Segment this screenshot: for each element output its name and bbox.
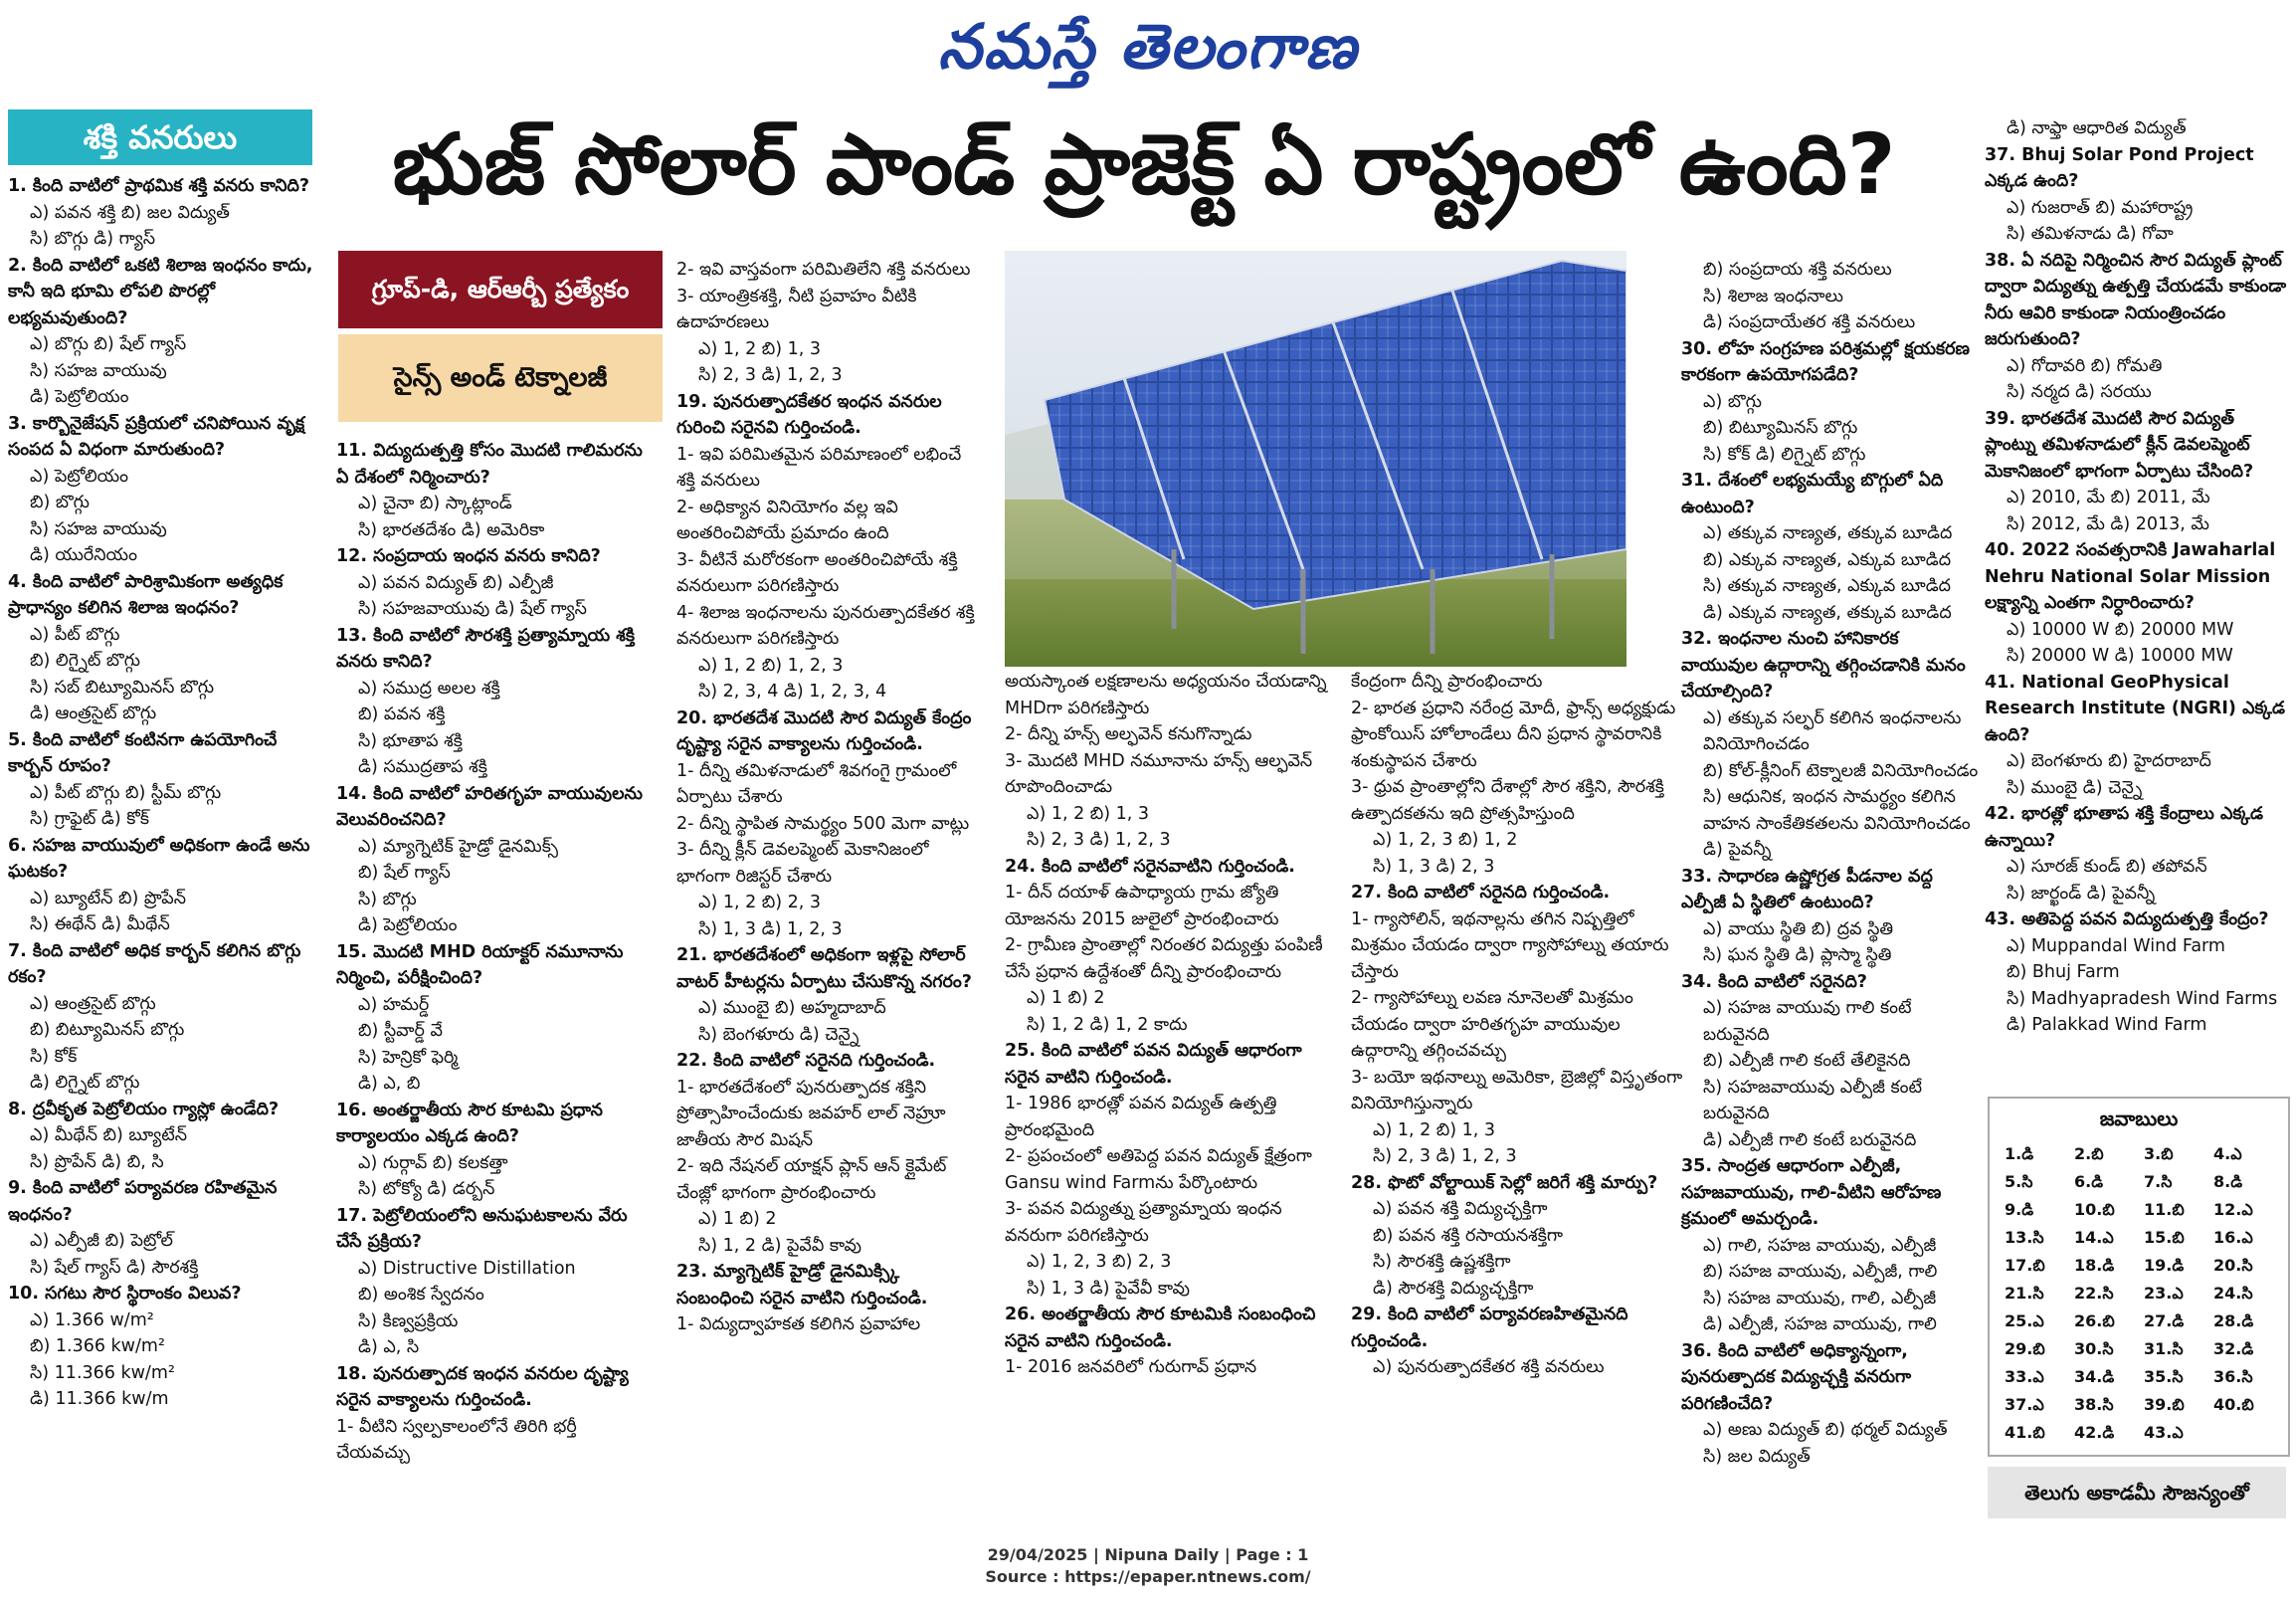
answer-option: ఎ) పవన శక్తి విద్యుచ్ఛక్తిగా bbox=[1373, 1199, 1548, 1219]
answer-option: ఎ) సముద్ర అలల శక్తి bbox=[358, 678, 500, 699]
answer-option: సి) కోక్ bbox=[30, 1046, 78, 1067]
statement-text: 3- వీటినే మరోరకంగా అంతరించిపోయే శక్తి వనరులుగా పరిగణిస్తారు bbox=[676, 549, 958, 596]
answer-option: డి) ఆంత్రసైట్ బొగ్గు bbox=[30, 703, 157, 723]
answer-cell: 41.బి bbox=[2005, 1422, 2045, 1442]
statement-text: 3- మొదటి MHD నమూనాను హన్స్ ఆల్ఫవెన్ రూపొందించాడు bbox=[1005, 750, 1313, 797]
answer-option: డి) పెట్రోలియం bbox=[30, 387, 129, 407]
question-text: 16. అంతర్జాతీయ సౌర కూటమి ప్రధాన కార్యాలయం ఎక్కడ ఉంది? bbox=[336, 1100, 603, 1146]
answer-option: సి) జార్ఖండ్ డి) పైవన్నీ bbox=[2007, 883, 2156, 904]
answer-option: సి) ఆధునిక, ఇంధన సామర్థ్యం కలిగిన వాహన సాంకేతికతలను వినియోగించడం bbox=[1703, 787, 1971, 834]
statement-text: 1- 1986 భారత్లో పవన విద్యుత్ ఉత్పత్తి ప్రారంభమైంది bbox=[1005, 1094, 1277, 1140]
answer-option: సి) బొగ్గు డి) గ్యాస్ bbox=[30, 229, 156, 249]
answer-cell: 7.సి bbox=[2144, 1171, 2173, 1191]
answer-cell: 1.డి bbox=[2005, 1143, 2034, 1163]
question-text: 12. సంప్రదాయ ఇంధన వనరు కానిది? bbox=[336, 546, 601, 566]
answer-key-title: జవాబులు bbox=[2099, 1106, 2179, 1130]
question-text: 30. లోహ సంగ్రహణ పరిశ్రమల్లో క్షయకరణ కారకంగా ఉపయోగపడేది? bbox=[1681, 338, 1970, 385]
answer-key-box bbox=[1988, 1097, 2290, 1457]
masthead-title: నమస్తే తెలంగాణ bbox=[937, 10, 1359, 83]
statement-text: 3- పవన విద్యుత్ను ప్రత్యామ్నాయ ఇంధన వనరుగా పరిగణిస్తారు bbox=[1005, 1199, 1282, 1246]
answer-cell: 28.డి bbox=[2213, 1310, 2254, 1330]
answer-option: సి) సహజవాయువు డి) షేల్ గ్యాస్ bbox=[358, 599, 587, 619]
answer-option: సి) 2, 3 డి) 1, 2, 3 bbox=[1027, 830, 1171, 850]
answer-option: డి) సముద్రతాప శక్తి bbox=[358, 757, 487, 777]
answer-option: ఎ) 1, 2 బి) 1, 3 bbox=[698, 338, 822, 359]
answer-option: ఎ) 1.366 w/m² bbox=[30, 1309, 154, 1330]
answer-option: ఎ) 2010, మే బి) 2011, మే bbox=[2007, 488, 2210, 507]
question-text: 2. కింది వాటిలో ఒకటి శిలాజ ఇంధనం కాదు, కానీ ఇది భూమి లోపలి పొరల్లో లభ్యమవుతుంది? bbox=[8, 255, 313, 328]
answer-option: బి) 1.366 kw/m² bbox=[30, 1336, 165, 1356]
answer-option: సి) బెంగళూరు డి) చెన్నై bbox=[698, 1024, 860, 1045]
subject-tag: సైన్స్ అండ్ టెక్నాలజీ bbox=[338, 328, 663, 422]
answer-cell: 34.డి bbox=[2074, 1366, 2115, 1386]
question-column-4 bbox=[1005, 669, 1331, 1381]
answer-option: డి) సౌరశక్తి విద్యుచ్ఛక్తిగా bbox=[1373, 1278, 1534, 1299]
answer-option: సి) తక్కువ నాణ్యత, ఎక్కువ బూడిద bbox=[1703, 576, 1952, 596]
question-text: 43. అతిపెద్ద పవన విద్యుదుత్పత్తి కేంద్రం? bbox=[1985, 909, 2269, 929]
answer-cell: 20.సి bbox=[2213, 1255, 2253, 1275]
answer-option: సి) 2, 3 డి) 1, 2, 3 bbox=[1373, 1146, 1517, 1166]
question-text: 21. భారతదేశంలో అధికంగా ఇళ్లపై సోలార్ వాటర్ హీటర్లను ఏర్పాటు చేసుకొన్న నగరం? bbox=[676, 945, 972, 992]
answer-cell: 8.డి bbox=[2213, 1171, 2243, 1191]
question-text: 39. భారతదేశ మొదటి సౌర విద్యుత్ ప్లాంట్ను తమిళనాడులో క్లీన్ డెవలప్మెంట్ మెకానిజంలో భాగంగా ఏర్పాటు చేసింది? bbox=[1985, 408, 2254, 482]
answer-cell: 13.సి bbox=[2005, 1227, 2044, 1247]
question-text: 42. భారత్లో భూతాప శక్తి కేంద్రాలు ఎక్కడ ఉన్నాయి? bbox=[1985, 804, 2263, 851]
answer-option: బి) ఎల్పీజీ గాలి కంటే తేలికైనది bbox=[1703, 1051, 1911, 1071]
answer-option: ఎ) గోదావరి బి) గోమతి bbox=[2007, 355, 2163, 376]
question-column-3 bbox=[676, 257, 980, 1338]
answer-cell: 3.బి bbox=[2144, 1143, 2174, 1163]
question-text: 15. మొదటి MHD రియాక్టర్ నమూనాను నిర్మించి, పరీక్షించింది? bbox=[336, 941, 624, 988]
answer-option: ఎ) గుర్గావ్ బి) కలకత్తా bbox=[358, 1152, 508, 1173]
answer-option: బి) Bhuj Farm bbox=[2007, 962, 2120, 982]
statement-text: 1- 2016 జనవరిలో గురుగావ్ ప్రధాన bbox=[1005, 1357, 1257, 1377]
statement-text: 2- గ్రామీణ ప్రాంతాల్లో నిరంతర విద్యుత్తు పంపిణీ చేసే ప్రధాన ఉద్దేశంతో దీన్ని ప్రారంభించారు bbox=[1005, 935, 1323, 982]
answer-option: సి) సౌరశక్తి ఉష్ణశక్తిగా bbox=[1373, 1252, 1511, 1272]
answer-option: బి) పవన శక్తి bbox=[358, 704, 446, 724]
answer-cell: 24.సి bbox=[2213, 1283, 2253, 1303]
answer-option: ఎ) సహజ వాయువు గాలి కంటే బరువైనది bbox=[1703, 998, 1912, 1045]
answer-option: సి) ప్రొపేన్ డి) బి, సి bbox=[30, 1151, 164, 1172]
answer-cell: 22.సి bbox=[2074, 1283, 2114, 1303]
answer-cell: 21.సి bbox=[2005, 1283, 2044, 1303]
answer-option: సి) 1, 2 డి) పైవేవీ కావు bbox=[698, 1235, 861, 1256]
statement-text: కేంద్రంగా దీన్ని ప్రారంభించారు bbox=[1351, 672, 1543, 692]
answer-cell: 9.డి bbox=[2005, 1199, 2034, 1219]
section-tag: శక్తి వనరులు bbox=[8, 109, 312, 165]
question-text: 5. కింది వాటిలో కంటినగా ఉపయోగించే కార్బన్ రూపం? bbox=[8, 729, 278, 776]
question-text: 7. కింది వాటిలో అధిక కార్బన్ కలిగిన బొగ్గు రకం? bbox=[8, 940, 301, 987]
answer-option: బి) ఎక్కువ నాణ్యత, ఎక్కువ బూడిద bbox=[1703, 549, 1952, 570]
statement-text: 2- ఇవి వాస్తవంగా పరిమితిలేని శక్తి వనరులు bbox=[676, 260, 971, 280]
answer-option: సి) జల విద్యుత్ bbox=[1703, 1446, 1811, 1467]
answer-cell: 38.సి bbox=[2074, 1394, 2114, 1414]
question-text: 20. భారతదేశ మొదటి సౌర విద్యుత్ కేంద్రం దృష్ట్యా సరైన వాక్యాలను గుర్తించండి. bbox=[676, 707, 972, 754]
solar-panels-photo bbox=[1005, 251, 1626, 667]
answer-option: ఎ) పునరుత్పాదకేతర శక్తి వనరులు bbox=[1373, 1357, 1605, 1377]
answer-cell: 29.బి bbox=[2005, 1338, 2045, 1358]
answer-option: బి) బొగ్గు bbox=[30, 493, 90, 512]
answer-cell: 10.బి bbox=[2074, 1199, 2115, 1219]
answer-option: ఎ) చైనా బి) స్కాట్లాండ్ bbox=[358, 494, 512, 513]
answer-option: సి) కోక్ డి) లిగ్నైట్ బొగ్గు bbox=[1703, 444, 1866, 465]
answer-option: బి) బిట్యూమినస్ బొగ్గు bbox=[1703, 418, 1858, 438]
answer-cell: 39.బి bbox=[2144, 1394, 2185, 1414]
answer-option: ఎ) మ్యాగ్నెటిక్ హైడ్రో డైనమిక్స్ bbox=[358, 836, 558, 857]
answer-option: సి) 11.366 kw/m² bbox=[30, 1362, 175, 1383]
answer-option: బి) సంప్రదాయ శక్తి వనరులు bbox=[1703, 260, 1892, 280]
answer-cell: 5.సి bbox=[2005, 1171, 2033, 1191]
answer-cell: 37.ఎ bbox=[2005, 1394, 2044, 1414]
answer-option: బి) స్టీవార్డ్ వే bbox=[358, 1021, 443, 1041]
statement-text: 2- అధిక్యాన వినియోగం వల్ల ఇవి అంతరించిపోయే ప్రమాదం ఉంది bbox=[676, 497, 898, 543]
answer-option: ఎ) Muppandal Wind Farm bbox=[2007, 935, 2225, 956]
answer-cell: 43.ఎ bbox=[2144, 1422, 2184, 1442]
answer-option: సి) తమిళనాడు డి) గోవా bbox=[2007, 224, 2174, 244]
answer-cell: 19.డి bbox=[2144, 1255, 2185, 1275]
question-text: 32. ఇంధనాల నుంచి హానికారక వాయువుల ఉద్గారాన్ని తగ్గించడానికి మనం చేయాల్సింది? bbox=[1681, 629, 1966, 702]
answer-option: సి) టోక్యో డి) డర్బన్ bbox=[358, 1179, 495, 1199]
statement-text: 3- దీన్ని క్లీన్ డెవలప్మెంట్ మెకానిజంలో భాగంగా రిజిస్టర్ చేశారు bbox=[676, 840, 929, 887]
answer-option: సి) 2, 3, 4 డి) 1, 2, 3, 4 bbox=[698, 682, 887, 702]
answer-option: డి) Palakkad Wind Farm bbox=[2007, 1015, 2207, 1035]
answer-option: ఎ) 1, 2 బి) 1, 2, 3 bbox=[698, 655, 844, 676]
question-text: 36. కింది వాటిలో అధిక్యాన్నంగా, పునరుత్పాదక విద్యుచ్ఛక్తి వనరుగా పరిగణించేది? bbox=[1681, 1340, 1912, 1414]
answer-option: ఎ) బొగ్గు bbox=[1703, 391, 1762, 412]
question-text: 40. 2022 సంవత్సరానికి Jawaharlal Nehru National Solar Mission లక్ష్యాన్ని ఎంతగా నిర్ధారించారు? bbox=[1985, 540, 2276, 613]
answer-option: సి) సహజ వాయువు bbox=[30, 360, 167, 381]
question-text: 33. సాధారణ ఉష్ణోగ్రత పీడనాల వద్ద ఎల్పీజీ ఏ స్థితిలో ఉంటుంది? bbox=[1681, 866, 1933, 912]
answer-option: సి) నర్మద డి) సరయు bbox=[2007, 382, 2152, 402]
question-text: 6. సహజ వాయువులో అధికంగా ఉండే అను ఘటకం? bbox=[8, 835, 310, 882]
question-text: 29. కింది వాటిలో పర్యావరణహితమైనది గుర్తించండి. bbox=[1351, 1305, 1628, 1351]
answer-option: సి) భారతదేశం డి) అమెరికా bbox=[358, 519, 545, 540]
answer-option: సి) సహజ వాయువు bbox=[30, 518, 167, 539]
answer-option: ఎ) 1, 2, 3 బి) 1, 2 bbox=[1373, 830, 1518, 850]
answer-cell: 11.బి bbox=[2144, 1199, 2185, 1219]
question-column-6 bbox=[1681, 257, 1980, 1470]
answer-cell: 27.డి bbox=[2144, 1310, 2185, 1330]
masthead-logo bbox=[0, 0, 2296, 90]
answer-option: ఎ) ఆంత్రసైట్ బొగ్గు bbox=[30, 993, 156, 1014]
question-text: 31. దేశంలో లభ్యమయ్యే బొగ్గులో ఏది ఉంటుంది? bbox=[1681, 471, 1944, 517]
answer-option: డి) 11.366 kw/m bbox=[30, 1389, 169, 1409]
question-text: 22. కింది వాటిలో సరైనది గుర్తించండి. bbox=[676, 1051, 936, 1071]
statement-text: 1- భారతదేశంలో పునరుత్పాదక శక్తిని ప్రోత్సాహించేందుకు జవహర్ లాల్ నెహ్రూ జాతీయ సౌర మిషన్ bbox=[676, 1077, 946, 1150]
answer-cell: 30.సి bbox=[2074, 1338, 2114, 1358]
answer-option: డి) ఎల్పీజీ, సహజ వాయువు, గాలి bbox=[1703, 1314, 1937, 1334]
question-text: 8. ద్రవీకృత పెట్రోలియం గ్యాస్లో ఉండేది? bbox=[8, 1099, 280, 1119]
statement-text: 2- ప్రపంచంలో అతిపెద్ద పవన విద్యుత్ క్షేత్రంగా Gansu wind Farmను పేర్కొంటారు bbox=[1005, 1146, 1312, 1193]
footer-source-line: Source : https://epaper.ntnews.com/ bbox=[985, 1567, 1311, 1586]
statement-text: 1- గ్యాసోలిన్, ఇథనాల్లను తగిన నిష్పత్తిలో మిశ్రమం చేయడం ద్వారా గ్యాసోహాల్ను తయారు చేస్తారు bbox=[1351, 908, 1669, 982]
question-text: 34. కింది వాటిలో సరైనది? bbox=[1681, 971, 1867, 992]
answer-option: ఎ) వాయు స్థితి బి) ద్రవ స్థితి bbox=[1703, 918, 1894, 939]
answer-cell: 36.సి bbox=[2213, 1366, 2253, 1386]
answer-option: బి) బిట్యూమినస్ బొగ్గు bbox=[30, 1020, 185, 1040]
question-text: 1. కింది వాటిలో ప్రాథమిక శక్తి వనరు కానిది? bbox=[8, 176, 309, 196]
statement-text: 2- ఇది నేషనల్ యాక్షన్ ప్లాన్ ఆన్ క్లైమేట్ చేంజ్లో భాగంగా ప్రారంభించారు bbox=[676, 1156, 947, 1203]
answer-option: సి) Madhyapradesh Wind Farms bbox=[2007, 988, 2278, 1009]
answer-option: ఎ) పవన విద్యుత్ బి) ఎల్పీజీ bbox=[358, 572, 554, 593]
question-text: 23. మ్యాగ్నెటిక్ హైడ్రో డైనమిక్స్కి సంబంధించి సరైన వాటిని గుర్తించండి. bbox=[676, 1262, 928, 1308]
courtesy-note: తెలుగు అకాడమీ సౌజన్యంతో bbox=[1988, 1467, 2286, 1518]
answer-option: డి) ఎ, సి bbox=[358, 1337, 420, 1357]
headline: భుజ్ సోలార్ పాండ్ ప్రాజెక్ట్ ఏ రాష్ట్రంలో ఉంది? bbox=[392, 115, 1896, 213]
answer-cell: 4.ఎ bbox=[2213, 1143, 2242, 1163]
answer-option: డి) యురేనియం bbox=[30, 545, 137, 565]
question-text: 26. అంతర్జాతీయ సౌర కూటమికి సంబంధించి సరైన వాటిని గుర్తించండి. bbox=[1005, 1305, 1316, 1351]
answer-cell: 23.ఎ bbox=[2144, 1283, 2184, 1303]
answer-option: సి) భూతాప శక్తి bbox=[358, 730, 463, 751]
answer-option: డి) ఎల్పీజీ గాలి కంటే బరువైనది bbox=[1703, 1129, 1917, 1150]
answer-option: సి) సబ్ బిట్యూమినస్ బొగ్గు bbox=[30, 677, 215, 698]
answer-cell: 25.ఎ bbox=[2005, 1310, 2044, 1330]
answer-key-table bbox=[2004, 1141, 2282, 1448]
question-column-2 bbox=[336, 438, 655, 1467]
answer-option: సి) 1, 2 డి) 1, 2 కాదు bbox=[1027, 1014, 1188, 1035]
answer-cell: 35.సి bbox=[2144, 1366, 2184, 1386]
answer-option: బి) అంశిక స్వేదనం bbox=[358, 1285, 484, 1305]
exam-tag: గ్రూప్-డి, ఆర్ఆర్బీ ప్రత్యేకం bbox=[338, 251, 663, 328]
answer-option: డి) ఎ, బి bbox=[358, 1074, 421, 1094]
question-text: 41. National GeoPhysical Research Institute (NGRI) ఎక్కడ ఉంది? bbox=[1985, 672, 2285, 745]
answer-option: ఎ) తక్కువ నాణ్యత, తక్కువ బూడిద bbox=[1703, 523, 1953, 543]
answer-option: డి) నాఫ్తా ఆధారిత విద్యుత్ bbox=[2007, 118, 2187, 138]
footer-date-line: 29/04/2025 | Nipuna Daily | Page : 1 bbox=[987, 1545, 1309, 1564]
answer-option: సి) శిలాజ ఇంధనాలు bbox=[1703, 286, 1843, 306]
answer-option: బి) సహజ వాయువు, ఎల్పీజీ, గాలి bbox=[1703, 1262, 1938, 1282]
answer-option: సి) 20000 W డి) 10000 MW bbox=[2007, 646, 2233, 666]
category-tag-box bbox=[338, 251, 663, 428]
answer-option: బి) కోల్-క్లీనింగ్ టెక్నాలజీ వినియోగించడం bbox=[1703, 760, 1979, 781]
answer-cell: 18.డి bbox=[2074, 1255, 2115, 1275]
answer-cell: 6.డి bbox=[2074, 1171, 2104, 1191]
answer-option: సి) కిణ్వప్రక్రియ bbox=[358, 1310, 459, 1331]
answer-option: ఎ) బొగ్గు బి) షేల్ గ్యాస్ bbox=[30, 334, 187, 354]
statement-text: 2- గ్యాసోహాల్ను లవణ నూనెలతో మిశ్రమం చేయడం ద్వారా హరితగృహ వాయువుల ఉద్గారాన్ని తగ్గించవచ్చు bbox=[1351, 988, 1633, 1061]
answer-option: డి) పెట్రోలియం bbox=[358, 915, 458, 935]
answer-option: బి) షేల్ గ్యాస్ bbox=[358, 863, 451, 883]
answer-cell: 42.డి bbox=[2074, 1422, 2115, 1442]
answer-option: ఎ) పీట్ బొగ్గు bbox=[30, 624, 120, 645]
answer-option: ఎ) బ్యూటేన్ బి) ప్రొపేన్ bbox=[30, 888, 187, 908]
answer-option: బి) లిగ్నైట్ బొగ్గు bbox=[30, 651, 140, 671]
answer-option: ఎ) మీథేన్ బి) బ్యూటేన్ bbox=[30, 1125, 188, 1145]
question-column-7 bbox=[1985, 115, 2291, 1039]
statement-text: అయస్కాంత లక్షణాలను అధ్యయనం చేయడాన్ని MHDగా పరిగణిస్తారు bbox=[1005, 672, 1327, 718]
answer-cell: 33.ఎ bbox=[2005, 1366, 2044, 1386]
answer-option: సి) సహజవాయువు ఎల్పీజీ కంటే బరువైనది bbox=[1703, 1077, 1923, 1123]
answer-option: ఎ) అణు విద్యుత్ బి) థర్మల్ విద్యుత్ bbox=[1703, 1420, 1948, 1440]
statement-text: 1- దీన్ దయాళ్ ఉపాధ్యాయ గ్రామ జ్యోతి యోజనను 2015 జులైలో ప్రారంభించారు bbox=[1005, 883, 1279, 929]
question-text: 35. సాంద్రత ఆధారంగా ఎల్పీజీ, సహజవాయువు, గాలి-వీటిని ఆరోహణ క్రమంలో అమర్చండి. bbox=[1681, 1156, 1942, 1229]
answer-option: ఎ) 1, 2, 3 బి) 2, 3 bbox=[1027, 1252, 1172, 1272]
answer-option: డి) ఎక్కువ నాణ్యత, తక్కువ బూడిద bbox=[1703, 602, 1952, 623]
answer-option: సి) బొగ్గు bbox=[358, 889, 417, 909]
answer-option: ఎ) హమర్డ్ bbox=[358, 994, 430, 1015]
question-text: 3. కార్బొనైజేషన్ ప్రక్రియలో చనిపోయిన వృక్ష సంపద ఏ విధంగా మారుతుంది? bbox=[8, 413, 305, 460]
statement-text: 3- యాంత్రికశక్తి, నీటి ప్రవాహం వీటికి ఉదాహరణలు bbox=[676, 286, 917, 332]
answer-option: ఎ) 1, 2 బి) 1, 3 bbox=[1373, 1119, 1496, 1140]
answer-option: సి) హెన్రికో ఫెర్మి bbox=[358, 1047, 459, 1068]
answer-option: ఎ) సూరజ్ కుండ్ బి) తపోవన్ bbox=[2007, 857, 2207, 877]
page-footer bbox=[0, 1544, 2296, 1588]
answer-option: సి) 2012, మే డి) 2013, మే bbox=[2007, 513, 2209, 534]
answer-option: ఎ) 1 బి) 2 bbox=[698, 1209, 777, 1229]
statement-text: 1- దీన్ని తమిళనాడులో శివగంగై గ్రామంలో ఏర్పాటు చేశారు bbox=[676, 760, 957, 807]
question-text: 37. Bhuj Solar Pond Project ఎక్కడ ఉంది? bbox=[1985, 144, 2254, 191]
answer-option: సి) ఈథేన్ డి) మీథేన్ bbox=[30, 914, 170, 934]
answer-option: సి) 1, 3 డి) 2, 3 bbox=[1373, 856, 1495, 877]
answer-cell: 16.ఎ bbox=[2213, 1227, 2253, 1247]
answer-cell: 2.బి bbox=[2074, 1143, 2104, 1163]
answer-option: ఎ) పీట్ బొగ్గు బి) స్టీమ్ బొగ్గు bbox=[30, 782, 222, 803]
answer-cell: 12.ఎ bbox=[2213, 1199, 2253, 1219]
question-text: 10. సగటు సౌర స్థిరాంకం విలువ? bbox=[8, 1284, 242, 1304]
statement-text: 3- ధ్రువ ప్రాంతాల్లోని దేశాల్లో సౌర శక్తిని, సౌరశక్తి ఉత్పాదకతను ఇది ప్రోత్సహిస్తుంది bbox=[1351, 777, 1664, 824]
answer-option: ఎ) గాలి, సహజ వాయువు, ఎల్పీజీ bbox=[1703, 1235, 1937, 1256]
question-text: 4. కింది వాటిలో పారిశ్రామికంగా అత్యధిక ప్రాధాన్యం కలిగిన శిలాజ ఇంధనం? bbox=[8, 571, 284, 618]
question-text: 9. కింది వాటిలో పర్యావరణ రహితమైన ఇంధనం? bbox=[8, 1178, 278, 1225]
answer-option: ఎ) ఎల్పీజీ బి) పెట్రోల్ bbox=[30, 1231, 173, 1251]
answer-option: డి) సంప్రదాయేతర శక్తి వనరులు bbox=[1703, 312, 1916, 332]
answer-option: ఎ) ముంబై బి) అహ్మదాబాద్ bbox=[698, 998, 886, 1018]
question-text: 27. కింది వాటిలో సరైనది గుర్తించండి. bbox=[1351, 883, 1611, 903]
answer-option: సి) సహజ వాయువు, గాలి, ఎల్పీజీ bbox=[1703, 1288, 1937, 1308]
answer-option: ఎ) పెట్రోలియం bbox=[30, 466, 129, 487]
question-text: 13. కింది వాటిలో సౌరశక్తి ప్రత్యామ్నాయ శక్తి వనరు కానిది? bbox=[336, 625, 636, 672]
answer-cell: 31.సి bbox=[2144, 1338, 2184, 1358]
answer-option: సి) గ్రాఫైట్ డి) కోక్ bbox=[30, 809, 149, 829]
answer-option: సి) ఘన స్థితి డి) ప్లాస్మా స్థితి bbox=[1703, 945, 1892, 965]
answer-option: ఎ) గుజరాత్ బి) మహారాష్ట్ర bbox=[2007, 197, 2194, 218]
question-text: 19. పునరుత్పాదకేతర ఇంధన వనరుల గురించి సరైనవి గుర్తించండి. bbox=[676, 391, 942, 438]
statement-text: 4- శిలాజ ఇంధనాలను పునరుత్పాదకేతర శక్తి వనరులుగా పరిగణిస్తారు bbox=[676, 602, 975, 649]
answer-option: ఎ) 1, 2 బి) 2, 3 bbox=[698, 893, 822, 912]
question-column-1 bbox=[8, 173, 314, 1413]
question-text: 18. పునరుత్పాదక ఇంధన వనరుల దృష్ట్యా సరైన వాక్యాలను గుర్తించండి. bbox=[336, 1363, 629, 1410]
statement-text: 2- దీన్ని హన్స్ అల్ఫవెన్ కనుగొన్నాడు bbox=[1005, 724, 1252, 744]
statement-text: 1- వీటిని స్వల్పకాలంలోనే తిరిగి భర్తీ చేయవచ్చు bbox=[336, 1416, 577, 1463]
question-column-5 bbox=[1351, 669, 1687, 1381]
answer-cell: 26.బి bbox=[2074, 1310, 2115, 1330]
statement-text: 3- బయో ఇథనాల్ను అమెరికా, బ్రెజిల్లో విస్తృతంగా వినియోగిస్తున్నారు bbox=[1351, 1067, 1683, 1113]
answer-cell: 40.బి bbox=[2213, 1394, 2254, 1414]
answer-option: సి) 1, 3 డి) 1, 2, 3 bbox=[698, 918, 843, 939]
answer-option: ఎ) Distructive Distillation bbox=[358, 1258, 576, 1279]
answer-cell: 32.డి bbox=[2213, 1338, 2254, 1358]
answer-option: సి) 1, 3 డి) పైవేవీ కావు bbox=[1027, 1278, 1190, 1299]
answer-option: సి) షేల్ గ్యాస్ డి) సౌరశక్తి bbox=[30, 1257, 199, 1278]
answer-option: ఎ) బెంగళూరు బి) హైదరాబాద్ bbox=[2007, 751, 2211, 771]
answer-cell: 14.ఎ bbox=[2074, 1227, 2114, 1247]
answer-option: బి) పవన శక్తి రసాయనశక్తిగా bbox=[1373, 1225, 1564, 1246]
answer-cell: 17.బి bbox=[2005, 1255, 2045, 1275]
question-text: 28. ఫొటో వోల్టాయిక్ సెల్లో జరిగే శక్తి మార్పు? bbox=[1351, 1172, 1658, 1193]
answer-option: సి) 2, 3 డి) 1, 2, 3 bbox=[698, 365, 843, 385]
statement-text: 2- దీన్ని స్థాపిత సామర్థ్యం 500 మెగా వాట్లు bbox=[676, 813, 970, 834]
answer-option: ఎ) తక్కువ సల్ఫర్ కలిగిన ఇంధనాలను వినియోగించడం bbox=[1703, 707, 1962, 754]
question-text: 17. పెట్రోలియంలోని అనుఘటకాలను వేరు చేసే ప్రక్రియ? bbox=[336, 1205, 628, 1252]
answer-option: ఎ) 1 బి) 2 bbox=[1027, 988, 1105, 1008]
question-text: 38. ఏ నదిపై నిర్మించిన సౌర విద్యుత్ ప్లాంట్ ద్వారా విద్యుత్ను ఉత్పత్తి చేయడమే కాకుండా నీరు ఆవిరి కాకుండా నియంత్రించడం జరుగుతుంది? bbox=[1985, 250, 2287, 349]
statement-text: 2- భారత ప్రధాని నరేంద్ర మోదీ, ఫ్రాన్స్ అధ్యక్షుడు ఫ్రాంకోయిస్ హోలాండేలు దీని ప్రధాన స్థావరానికి శంకుస్థాపన చేశారు bbox=[1351, 698, 1676, 771]
answer-option: డి) పైవన్నీ bbox=[1703, 840, 1772, 860]
answer-option: డి) లిగ్నైట్ బొగ్గు bbox=[30, 1073, 140, 1093]
question-text: 24. కింది వాటిలో సరైనవాటిని గుర్తించండి. bbox=[1005, 856, 1295, 877]
answer-option: సి) ముంబై డి) చెన్నై bbox=[2007, 777, 2143, 798]
question-text: 11. విద్యుదుత్పత్తి కోసం మొదటి గాలిమరను ఏ దేశంలో నిర్మించారు? bbox=[336, 441, 643, 488]
statement-text: 1- విద్యుద్వాహకత కలిగిన ప్రవాహాల bbox=[676, 1314, 921, 1334]
answer-cell: 15.బి bbox=[2144, 1227, 2185, 1247]
answer-option: ఎ) 1, 2 బి) 1, 3 bbox=[1027, 803, 1150, 824]
question-text: 14. కింది వాటిలో హరితగృహ వాయువులను వెలువరించనిది? bbox=[336, 783, 643, 830]
statement-text: 1- ఇవి పరిమితమైన పరిమాణంలో లభించే శక్తి వనరులు bbox=[676, 444, 962, 491]
answer-option: ఎ) 10000 W బి) 20000 MW bbox=[2007, 619, 2234, 640]
question-text: 25. కింది వాటిలో పవన విద్యుత్ ఆధారంగా సరైన వాటిని గుర్తించండి. bbox=[1005, 1041, 1302, 1088]
answer-option: ఎ) పవన శక్తి బి) జల విద్యుత్ bbox=[30, 202, 230, 223]
